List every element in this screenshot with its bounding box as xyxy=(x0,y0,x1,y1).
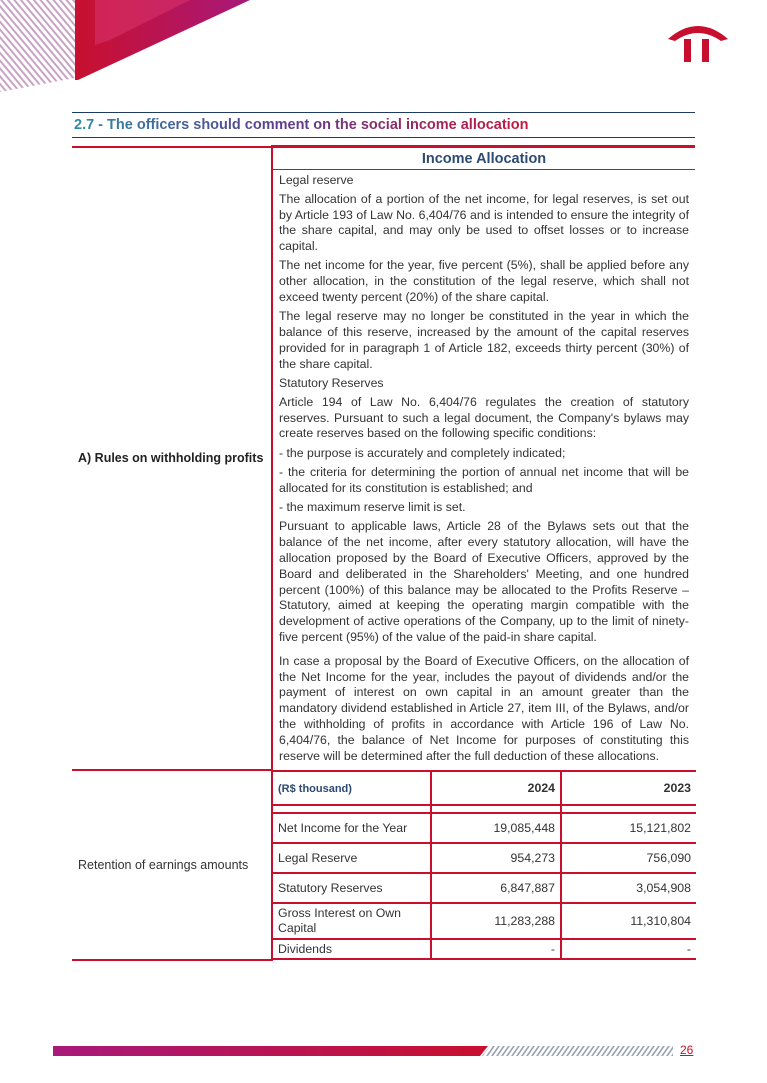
list-item: - the criteria for determining the portion of annual net income that will be allocated for its constitution is established; and xyxy=(279,465,689,495)
statutory-reserves-heading: Statutory Reserves xyxy=(279,376,384,391)
value-2023: 756,090 xyxy=(561,843,696,873)
value-2023: 3,054,908 xyxy=(561,873,696,903)
row-label: Legal Reserve xyxy=(273,843,431,873)
rules-row-label xyxy=(72,147,272,771)
amounts-table xyxy=(273,770,696,960)
bradesco-logo-icon xyxy=(664,15,732,67)
year-2023-header: 2023 xyxy=(561,771,696,805)
row-label: Dividends xyxy=(273,939,431,959)
table-row xyxy=(273,903,696,939)
value-2023: 15,121,802 xyxy=(561,813,696,843)
table-row xyxy=(273,813,696,843)
year-2024-header: 2024 xyxy=(431,771,561,805)
list-item: - the purpose is accurately and completely indicated; xyxy=(279,445,566,460)
corner-decoration xyxy=(0,0,260,95)
table-row xyxy=(273,939,696,959)
paragraph: Pursuant to applicable laws, Article 28 of the Bylaws sets out that the balance of the net income, after every statutory allocation, will have the allocation proposed by the Board of Executive Officers, approved by the Board and deliberated in the Shareholders' Meeting, and one hundred percent (100%) of this balance may be allocated to the Profits Reserve – Statutory, aimed at keeping the operating margin compatible with the development of active operations of the Company, up to the limit of ninety-five percent (95%) of the value of the paid-in share capital. xyxy=(279,519,689,645)
footer-decoration xyxy=(53,1046,673,1056)
income-allocation-table xyxy=(72,145,695,961)
section-title-bar xyxy=(72,112,695,138)
unit-label: (R$ thousand) xyxy=(273,771,431,805)
amounts-cell xyxy=(272,770,695,960)
value-2023: 11,310,804 xyxy=(561,903,696,939)
paragraph: The legal reserve may no longer be constituted in the year in which the balance of this reserve, increased by the amount of the capital reserves provided for in paragraph 1 of Article 182, exceeds thirty percent (30%) of the share capital. xyxy=(279,309,689,371)
retention-label-text: Retention of earnings amounts xyxy=(78,858,249,873)
value-2024: 19,085,448 xyxy=(431,813,561,843)
section-title: 2.7 - The officers should comment on the social income allocation xyxy=(74,117,529,133)
rules-label-text: A) Rules on withholding profits xyxy=(78,451,264,466)
row-label: Net Income for the Year xyxy=(273,813,431,843)
value-2024: 11,283,288 xyxy=(431,903,561,939)
table-row xyxy=(273,873,696,903)
paragraph: In case a proposal by the Board of Executive Officers, on the allocation of the Net Income for the year, includes the payout of dividends and/or the payment of interest on own capital in an amount greater than the mandatory dividend established in Article 27, item III, of the Bylaws, and/or the withholding of profits in accordance with Article 196 of Law No. 6,404/76, the balance of Net Income for purposes of constituting this reserve will be determined after the full deduction of these allocations. xyxy=(279,653,689,763)
legal-reserve-heading: Legal reserve xyxy=(279,173,354,187)
paragraph: The allocation of a portion of the net income, for legal reserves, is set out by Article 193 of Law No. 6,404/76 and is intended to ensure the integrity of the share capital, and may only be used to offset losses or to increase capital. xyxy=(279,191,689,254)
retention-row-label xyxy=(72,770,272,960)
rules-text xyxy=(272,170,695,771)
value-2024: - xyxy=(431,939,561,959)
row-label: Gross Interest on Own Capital xyxy=(273,903,431,939)
paragraph: Article 194 of Law No. 6,404/76 regulates the creation of statutory reserves. Pursuant to such a legal document, the Company's bylaws may create reserves based on the following specific conditions: xyxy=(279,394,689,441)
paragraph: The net income for the year, five percent (5%), shall be applied before any other allocation, in the constitution of the legal reserve, which shall not exceed twenty percent (20%) of the share capital. xyxy=(279,258,689,305)
table-row xyxy=(273,843,696,873)
list-item: - the maximum reserve limit is set. xyxy=(279,500,466,515)
value-2024: 954,273 xyxy=(431,843,561,873)
value-2024: 6,847,887 xyxy=(431,873,561,903)
row-label: Statutory Reserves xyxy=(273,873,431,903)
value-2023: - xyxy=(561,939,696,959)
page-number: 26 xyxy=(680,1043,694,1057)
table-header: Income Allocation xyxy=(272,147,695,170)
